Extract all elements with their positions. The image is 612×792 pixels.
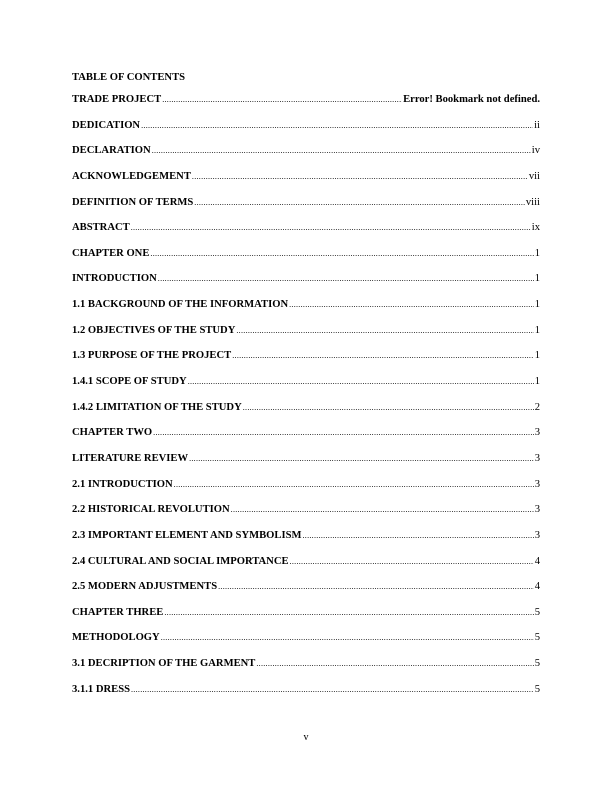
toc-entry-page: 1 [534,376,540,388]
toc-entry-page: iv [531,145,540,157]
dot-leader [131,222,531,234]
toc-entry-abstract[interactable] [72,222,540,248]
toc-entry-label: 1.4.2 LIMITATION OF THE STUDY [72,401,242,413]
toc-entry-page: 2 [534,401,540,413]
toc-entry-page: 3 [534,504,540,516]
toc-entry-page: 1 [534,273,540,285]
toc-entry-declaration[interactable] [72,145,540,171]
dot-leader [232,350,533,362]
toc-entry-2-3-important-element[interactable] [72,530,540,556]
toc-entry-page: 5 [534,683,540,695]
dot-leader [218,581,534,593]
toc-entry-page: viii [525,196,540,208]
toc-entry-2-4-cultural-social[interactable] [72,556,540,582]
dot-leader [131,684,534,696]
toc-entry-page: 3 [534,478,540,490]
toc-entry-page: 1 [534,247,540,259]
toc-entry-page: 3 [534,427,540,439]
dot-leader [174,479,534,491]
dot-leader [194,197,525,209]
dot-leader [152,145,531,157]
dot-leader [150,248,533,260]
toc-heading: TABLE OF CONTENTS [72,72,186,83]
toc-entry-label: DEDICATION [72,119,141,131]
table-of-contents [72,94,540,709]
toc-entry-page: 3 [534,529,540,541]
toc-entry-label: 3.1.1 DRESS [72,683,130,695]
toc-entry-page: ii [534,119,540,131]
toc-entry-3-1-description-garment[interactable] [72,658,540,684]
toc-entry-chapter-one[interactable] [72,248,540,274]
toc-entry-page: 5 [534,606,540,618]
dot-leader [162,94,402,106]
dot-leader [236,325,533,337]
toc-entry-1-4-1-scope[interactable] [72,376,540,402]
toc-entry-chapter-two[interactable] [72,427,540,453]
toc-entry-dedication[interactable] [72,120,540,146]
toc-entry-page: ix [531,222,540,234]
page-number: v [303,732,309,743]
toc-entry-3-1-1-dress[interactable] [72,684,540,710]
toc-entry-2-2-historical-revolution[interactable] [72,504,540,530]
toc-entry-page-error: Error! Bookmark not defined. [403,94,540,105]
toc-entry-page: 1 [534,324,540,336]
dot-leader [141,120,533,132]
dot-leader [243,402,534,414]
toc-entry-1-4-2-limitation[interactable] [72,402,540,428]
dot-leader [302,530,533,542]
toc-entry-1-2-objectives[interactable] [72,325,540,351]
toc-entry-methodology[interactable] [72,632,540,658]
toc-entry-2-1-introduction[interactable] [72,479,540,505]
toc-entry-page: 5 [534,658,540,670]
toc-entry-label: TRADE PROJECT [72,94,162,105]
dot-leader [290,556,534,568]
toc-entry-1-1-background[interactable] [72,299,540,325]
toc-entry-page: vii [528,170,540,182]
dot-leader [158,273,534,285]
toc-entry-page: 4 [534,555,540,567]
toc-entry-acknowledgement[interactable] [72,171,540,197]
dot-leader [189,453,534,465]
toc-entry-page: 4 [534,581,540,593]
dot-leader [188,376,534,388]
toc-entry-label: DEFINITION OF TERMS [72,196,194,208]
dot-leader [161,632,534,644]
dot-leader [256,658,533,670]
toc-entry-label: 1.3 PURPOSE OF THE PROJECT [72,350,232,362]
toc-entry-introduction[interactable] [72,273,540,299]
toc-entry-label: ABSTRACT [72,222,130,234]
toc-entry-label: CHAPTER THREE [72,606,164,618]
toc-entry-label: 2.2 HISTORICAL REVOLUTION [72,504,230,516]
dot-leader [192,171,528,183]
dot-leader [289,299,534,311]
toc-entry-chapter-three[interactable] [72,607,540,633]
dot-leader [164,607,533,619]
toc-entry-page: 1 [534,350,540,362]
toc-entry-label: CHAPTER TWO [72,427,153,439]
toc-entry-label: DECLARATION [72,145,151,157]
toc-entry-label: LITERATURE REVIEW [72,452,189,464]
toc-entry-page: 5 [534,632,540,644]
toc-entry-literature-review[interactable] [72,453,540,479]
toc-entry-label: 2.3 IMPORTANT ELEMENT AND SYMBOLISM [72,529,302,541]
toc-entry-definition-of-terms[interactable] [72,197,540,223]
toc-entry-label: 1.1 BACKGROUND OF THE INFORMATION [72,299,289,311]
dot-leader [231,504,534,516]
toc-entry-label: 2.4 CULTURAL AND SOCIAL IMPORTANCE [72,555,289,567]
toc-entry-page: 3 [534,452,540,464]
toc-entry-label: 2.5 MODERN ADJUSTMENTS [72,581,218,593]
toc-entry-label: ACKNOWLEDGEMENT [72,170,191,182]
toc-entry-label: INTRODUCTION [72,273,157,285]
toc-entry-label: 2.1 INTRODUCTION [72,478,173,490]
toc-entry-label: CHAPTER ONE [72,247,150,259]
toc-entry-trade-project[interactable] [72,94,540,120]
toc-entry-page: 1 [534,299,540,311]
toc-entry-2-5-modern-adjustments[interactable] [72,581,540,607]
toc-entry-label: METHODOLOGY [72,632,160,644]
toc-entry-label: 1.4.1 SCOPE OF STUDY [72,376,187,388]
dot-leader [153,427,534,439]
toc-entry-label: 1.2 OBJECTIVES OF THE STUDY [72,324,236,336]
toc-entry-1-3-purpose[interactable] [72,350,540,376]
toc-entry-label: 3.1 DECRIPTION OF THE GARMENT [72,658,256,670]
